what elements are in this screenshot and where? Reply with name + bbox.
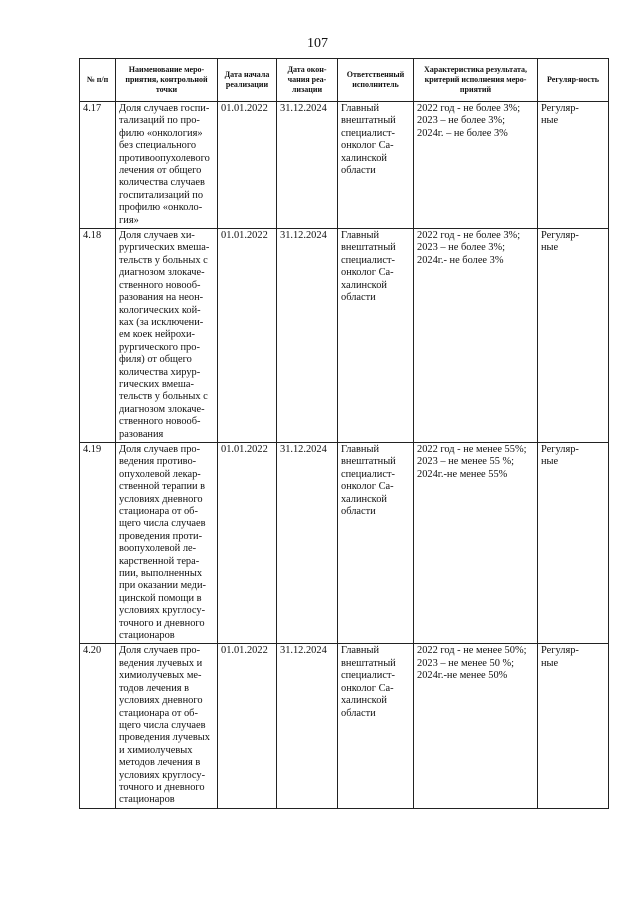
table-row: [80, 229, 609, 443]
table-header-row: [80, 59, 609, 102]
header-characteristic: Характеристика результата, критерий исполнения меро-приятий: [414, 59, 538, 102]
cell-characteristic: 2022 год - не более 3%; 2023 – не более 3%; 2024г. – не более 3%: [414, 102, 538, 229]
page-number: 107: [307, 36, 328, 51]
cell-number: 4.20: [80, 644, 116, 808]
cell-responsible: Главный внештатный специалист- онколог Са- халинской области: [338, 644, 414, 808]
cell-name: Доля случаев госпи- тализаций по про- филю «онкология» без специального противоопухолевого лечения от общего количества случаев госпитализаций по профилю «онколо- гия»: [116, 102, 218, 229]
cell-start-date: 01.01.2022: [218, 229, 277, 443]
cell-start-date: 01.01.2022: [218, 644, 277, 808]
cell-responsible: Главный внештатный специалист- онколог Са- халинской области: [338, 442, 414, 644]
cell-name: Доля случаев хи- рургических вмеша- тельств у больных с диагнозом злокаче- ственного новооб- разования на неон- кологических кой- ках (за исключени- ем коек нейрохи- рургического про- филя) от общего количества хирур- гических вмеша- тельств у больных с диагнозом злокаче- ственного новооб- разования: [116, 229, 218, 443]
cell-responsible: Главный внештатный специалист- онколог Са- халинской области: [338, 102, 414, 229]
cell-number: 4.17: [80, 102, 116, 229]
cell-regularity: Регуляр- ные: [538, 229, 609, 443]
cell-start-date: 01.01.2022: [218, 102, 277, 229]
cell-end-date: 31.12.2024: [277, 229, 338, 443]
header-start-date: Дата начала реализации: [218, 59, 277, 102]
cell-characteristic: 2022 год - не менее 55%; 2023 – не менее 55 %; 2024г.-не менее 55%: [414, 442, 538, 644]
cell-characteristic: 2022 год - не менее 50%; 2023 – не менее 50 %; 2024г.-не менее 50%: [414, 644, 538, 808]
cell-end-date: 31.12.2024: [277, 644, 338, 808]
header-name: Наименование меро-приятия, контрольной точки: [116, 59, 218, 102]
cell-start-date: 01.01.2022: [218, 442, 277, 644]
table-row: [80, 442, 609, 644]
measures-table: [79, 58, 609, 809]
cell-regularity: Регуляр- ные: [538, 442, 609, 644]
header-regularity: Регуляр-ность: [538, 59, 609, 102]
cell-end-date: 31.12.2024: [277, 442, 338, 644]
cell-name: Доля случаев про- ведения лучевых и химиолучевых ме- тодов лечения в условиях дневного стационара от об- щего числа случаев проведения лучевых и химиолучевых методов лечения в условиях круглосу- точного и дневного стационаров: [116, 644, 218, 808]
cell-number: 4.19: [80, 442, 116, 644]
header-end-date: Дата окон-чания реа-лизации: [277, 59, 338, 102]
header-responsible: Ответственный исполнитель: [338, 59, 414, 102]
cell-characteristic: 2022 год - не более 3%; 2023 – не более 3%; 2024г.- не более 3%: [414, 229, 538, 443]
table-row: [80, 644, 609, 808]
cell-responsible: Главный внештатный специалист- онколог Са- халинской области: [338, 229, 414, 443]
cell-end-date: 31.12.2024: [277, 102, 338, 229]
cell-regularity: Регуляр- ные: [538, 102, 609, 229]
cell-number: 4.18: [80, 229, 116, 443]
table-row: [80, 102, 609, 229]
header-number: № п/п: [80, 59, 116, 102]
cell-regularity: Регуляр- ные: [538, 644, 609, 808]
cell-name: Доля случаев про- ведения противо- опухолевой лекар- ственной терапии в условиях дневного стационара от об- щего числа случаев проведения проти- воопухолевой ле- карственной тера- пии, выполненных при оказании меди- цинской помощи в условиях круглосу- точного и дневного стационаров: [116, 442, 218, 644]
